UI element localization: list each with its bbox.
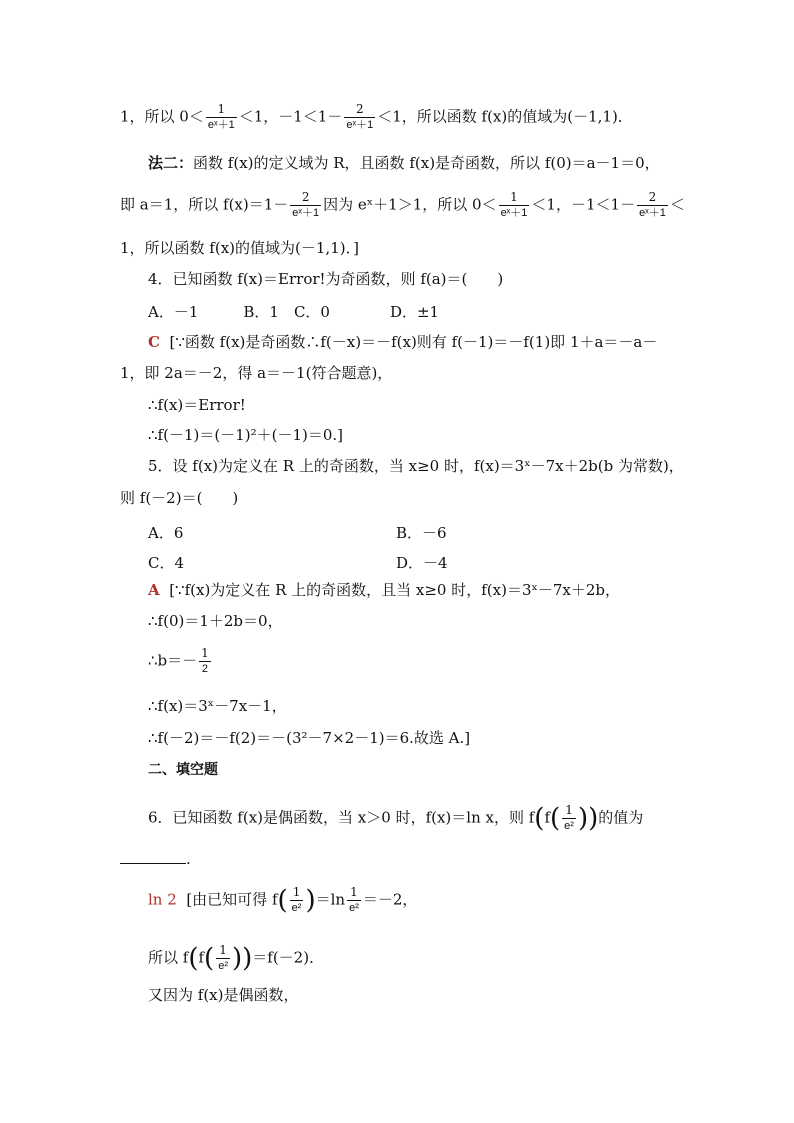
text-segment: ＜ — [669, 195, 685, 214]
text-segment: 函数 f(x)的定义域为 R，且函数 f(x)是奇函数，所以 f(0)＝a－1＝0， — [193, 154, 660, 172]
answer-4-line-3: ∴f(x)＝Error! — [148, 396, 246, 414]
fraction — [290, 190, 321, 221]
text-segment: ∴b＝－ — [148, 651, 198, 670]
fraction — [562, 803, 576, 834]
denominator: eˣ＋1 — [639, 207, 666, 219]
answer-6 — [148, 885, 417, 916]
option-d: D．－4 — [396, 554, 448, 572]
denominator: e² — [218, 960, 228, 972]
answer-5-line-4: ∴f(x)＝3ˣ－7x－1， — [148, 697, 287, 715]
question-6: 6．已知函数 f(x)是偶函数，当 x＞0 时，f(x)＝ln x，则 f(f( $\frac{1}{\text{e²}}$ ))的值为 — [148, 803, 644, 834]
answer-5-line-3 — [148, 646, 213, 677]
denominator: e² — [349, 902, 359, 914]
numerator: 1 — [290, 885, 304, 901]
text-segment: 即 a＝1，所以 f(x)＝1－ — [120, 195, 289, 214]
numerator: 1 — [347, 885, 361, 901]
numerator: 1 — [216, 943, 230, 959]
question-4: 4．已知函数 f(x)＝Error!为奇函数，则 f(a)＝( ) — [148, 270, 504, 288]
line-1 — [120, 102, 633, 133]
numerator: 1 — [562, 803, 576, 819]
line-4: 1，所以函数 f(x)的值域为(－1,1)．] — [120, 239, 359, 257]
denominator: eˣ＋1 — [292, 207, 320, 219]
text-segment: 6．已知函数 f(x)是偶函数，当 x＞0 时，f(x)＝ln x，则 f — [148, 808, 535, 827]
question-5-line-2: 则 f(－2)＝( ) — [120, 489, 239, 507]
text-segment: 所以 f — [148, 948, 189, 967]
blank-line: . — [120, 849, 191, 867]
paren: ( — [188, 943, 199, 974]
fraction — [216, 943, 230, 974]
text-segment: 的值为 — [598, 808, 644, 827]
text-segment: [∵函数 f(x)是奇函数∴f(－x)＝－f(x)则有 f(－1)＝－f(1)即 1＋a＝－a－ — [169, 333, 658, 351]
paren: )) — [577, 803, 599, 834]
line-3 — [120, 190, 685, 221]
fraction — [637, 190, 668, 221]
text-segment: ＝f(－2)． — [252, 948, 325, 967]
option-a: A．6 — [148, 524, 184, 542]
fraction — [290, 885, 304, 916]
answer-6-line-2: 所以 f(f( $\frac{1}{\text{e²}}$ ))＝f(－2)． — [148, 943, 325, 974]
fraction — [344, 102, 375, 133]
paren: ( — [550, 803, 561, 834]
text-segment: ＜1，－1＜1－ — [531, 195, 636, 214]
numerator: 1 — [499, 190, 530, 206]
option-b: B．－6 — [396, 524, 447, 542]
answer-letter: C — [148, 333, 160, 351]
fraction — [199, 646, 211, 677]
question-4-options: A．－1 B．1 C．0 D．±1 — [148, 303, 440, 321]
fraction — [206, 102, 237, 133]
method-label: 法二： — [148, 154, 194, 172]
section-heading: 二、填空题 — [148, 762, 218, 778]
answer-5-line-5: ∴f(－2)＝－f(2)＝－(3²－7×2－1)＝6.故选 A.] — [148, 729, 471, 747]
numerator: 1 — [206, 102, 237, 118]
answer-value: ln 2 — [148, 890, 177, 909]
text-segment: ＜1，所以函数 f(x)的值域为(－1,1)． — [377, 107, 633, 126]
numerator: 1 — [201, 646, 209, 660]
answer-4-line-4: ∴f(－1)＝(－1)²＋(－1)＝0.] — [148, 426, 344, 444]
text-segment: ＝－2， — [362, 890, 418, 909]
text-segment: ＜1，－1＜1－ — [238, 107, 343, 126]
answer-5-line-2: ∴f(0)＝1＋2b＝0， — [148, 612, 283, 630]
text-segment: ＝ln — [315, 890, 346, 909]
text-segment: [∵f(x)为定义在 R 上的奇函数，且当 x≥0 时，f(x)＝3ˣ－7x＋2b， — [169, 581, 621, 599]
denominator: e² — [291, 902, 302, 914]
denominator: eˣ＋1 — [207, 119, 235, 131]
answer-blank — [120, 849, 186, 864]
text-segment: [由已知可得 f — [186, 890, 278, 909]
answer-4 — [148, 335, 657, 350]
fraction — [499, 190, 530, 221]
answer-4-line-2: 1，即 2a＝－2，得 a＝－1(符合题意)， — [120, 364, 393, 382]
numerator: 2 — [637, 190, 668, 206]
paren: ( — [277, 885, 288, 916]
paren: ( — [534, 803, 545, 834]
answer-letter: A — [148, 581, 160, 599]
answer-5 — [148, 583, 620, 598]
question-5: 5．设 f(x)为定义在 R 上的奇函数，当 x≥0 时，f(x)＝3ˣ－7x＋2b(b 为常数)， — [148, 457, 684, 475]
denominator: eˣ＋1 — [346, 119, 374, 131]
line-2 — [148, 156, 660, 171]
text-segment: 1，所以 0＜ — [120, 107, 204, 126]
option-c: C．4 — [148, 554, 185, 572]
denominator: eˣ＋1 — [500, 207, 528, 219]
paren: ( — [204, 943, 215, 974]
answer-6-line-3: 又因为 f(x)是偶函数， — [148, 986, 299, 1004]
paren: )) — [231, 943, 253, 974]
text-segment: 因为 eˣ＋1＞1，所以 0＜ — [323, 195, 497, 214]
denominator: e² — [564, 820, 574, 832]
numerator: 2 — [290, 190, 321, 206]
paren: ) — [305, 885, 316, 916]
fraction — [347, 885, 361, 916]
denominator: 2 — [201, 663, 209, 675]
numerator: 2 — [344, 102, 375, 118]
